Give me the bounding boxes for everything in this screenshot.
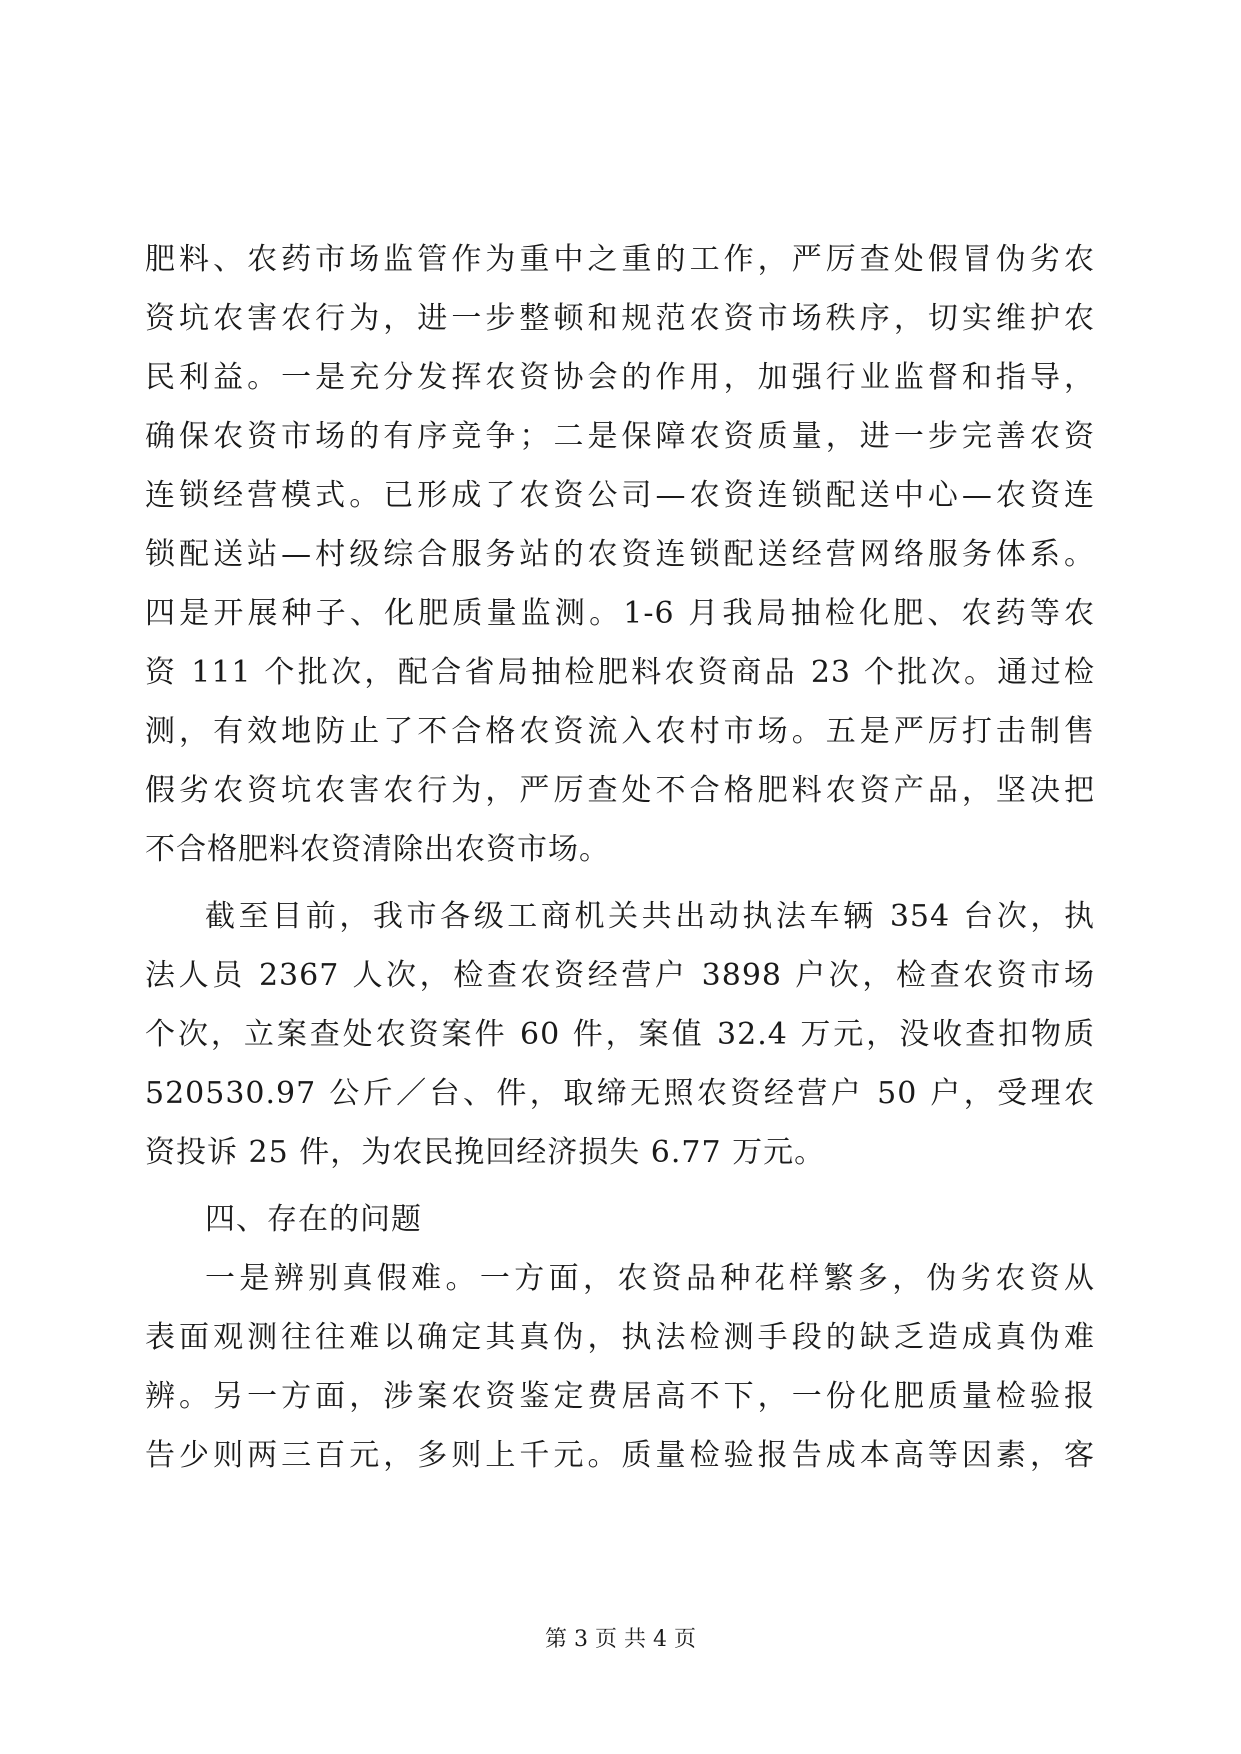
text-line: 辨。另一方面，涉案农资鉴定费居高不下，一份化肥质量检验报 [145, 1379, 1095, 1414]
page-number-label: 第 3 页 共 4 页 [545, 1627, 696, 1652]
section-heading-problems [145, 1190, 1095, 1249]
text-line: 告少则两三百元，多则上千元。质量检验报告成本高等因素，客 [145, 1438, 1095, 1473]
text-line: 测，有效地防止了不合格农资流入农村市场。五是严厉打击制售 [145, 714, 1095, 749]
text-line: 连锁经营模式。已形成了农资公司—农资连锁配送中心—农资连 [145, 478, 1095, 513]
text-line: 表面观测往往难以确定其真伪，执法检测手段的缺乏造成真伪难 [145, 1320, 1095, 1355]
text-line: 不合格肥料农资清除出农资市场。 [145, 832, 610, 867]
text-line: 资投诉 25 件，为农民挽回经济损失 6.77 万元。 [145, 1135, 826, 1170]
paragraph-enforcement-statistics [145, 887, 1095, 1182]
text-line: 一是辨别真假难。一方面，农资品种花样繁多，伪劣农资从 [205, 1261, 1095, 1296]
text-line: 资坑农害农行为，进一步整顿和规范农资市场秩序，切实维护农 [145, 301, 1095, 336]
page-footer [0, 1622, 1241, 1653]
text-line: 资 111 个批次，配合省局抽检肥料农资商品 23 个批次。通过检 [145, 655, 1095, 690]
text-line: 四是开展种子、化肥质量监测。1-6 月我局抽检化肥、农药等农 [145, 596, 1095, 631]
text-line: 个次，立案查处农资案件 60 件，案值 32.4 万元，没收查扣物质 [145, 1017, 1095, 1052]
text-line: 确保农资市场的有序竞争；二是保障农资质量，进一步完善农资 [145, 419, 1095, 454]
text-line: 肥料、农药市场监管作为重中之重的工作，严厉查处假冒伪劣农 [145, 242, 1095, 277]
document-body [145, 230, 1095, 1485]
text-line: 520530.97 公斤／台、件，取缔无照农资经营户 50 户，受理农 [145, 1076, 1095, 1111]
paragraph-authenticity-difficulty [145, 1249, 1095, 1485]
text-line: 假劣农资坑农害农行为，严厉查处不合格肥料农资产品，坚决把 [145, 773, 1095, 808]
section-heading: 四、存在的问题 [205, 1202, 422, 1237]
text-line: 截至目前，我市各级工商机关共出动执法车辆 354 台次，执 [205, 899, 1095, 934]
text-line: 法人员 2367 人次，检查农资经营户 3898 户次，检查农资市场 [145, 958, 1095, 993]
paragraph-market-supervision [145, 230, 1095, 879]
text-line: 民利益。一是充分发挥农资协会的作用，加强行业监督和指导， [145, 360, 1095, 395]
text-line: 锁配送站—村级综合服务站的农资连锁配送经营网络服务体系。 [145, 537, 1095, 572]
